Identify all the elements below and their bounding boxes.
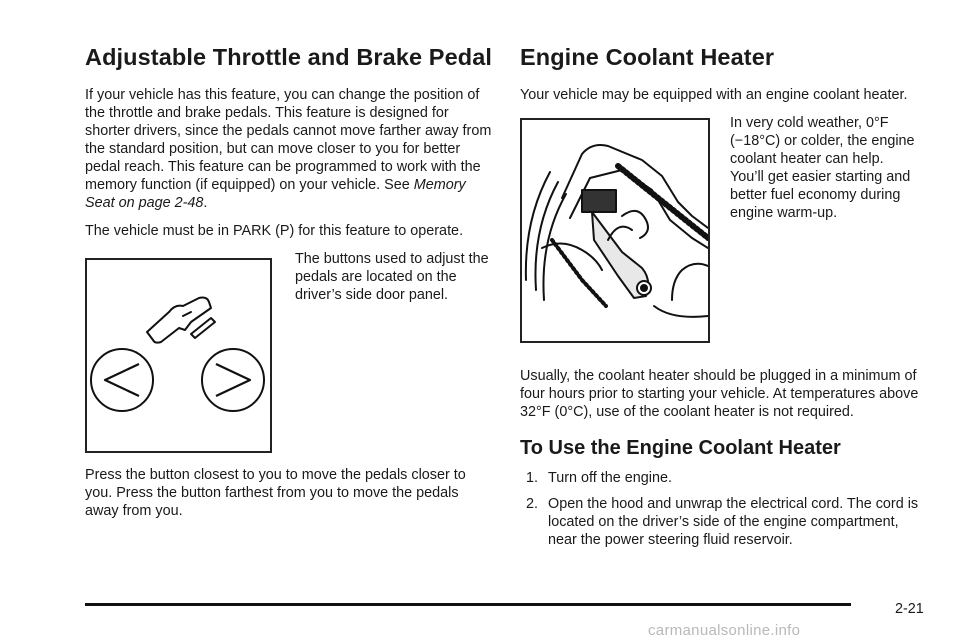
coolant-heater-illustration: [522, 120, 708, 341]
paragraph-coolant-intro: Your vehicle may be equipped with an engine coolant heater.: [520, 87, 908, 103]
pedal-figure-row: [85, 251, 495, 453]
pedal-icon: [147, 298, 215, 343]
coolant-heater-steps: [520, 469, 930, 549]
left-arrow-icon: [105, 364, 139, 396]
right-column: [520, 42, 930, 557]
watermark: carmanualsonline.info: [648, 622, 801, 639]
step-number: 2.: [526, 496, 539, 512]
pedal-buttons-figure: [85, 258, 272, 453]
step-number: 1.: [526, 470, 539, 486]
step-text: Turn off the engine.: [548, 470, 673, 486]
right-arrow-icon: [216, 364, 250, 396]
coolant-figure-caption: In very cold weather, 0°F (−18°C) or colder, the engine coolant heater can help. You’ll get easier starting and better fuel economy during engine warm-up.: [730, 115, 915, 221]
step-item: [520, 469, 930, 487]
step-text: Open the hood and unwrap the electrical cord. The cord is located on the driver’s side of the engine compartment, near the power steering fluid reservoir.: [548, 496, 919, 548]
move-pedals-closer-button[interactable]: [91, 349, 153, 411]
memory-seat-reference: Memory Seat on page 2-48: [85, 177, 466, 211]
paragraph-plug-in-duration: Usually, the coolant heater should be plugged in a minimum of four hours prior to starting your vehicle. At temperatures above 32°F (0°C), use of the coolant heater is not required.: [520, 368, 919, 420]
page-number: 2-21: [895, 601, 924, 617]
coolant-heater-figure: [520, 118, 710, 343]
subheading-use-coolant-heater: To Use the Engine Coolant Heater: [520, 437, 841, 459]
footer-divider: [85, 603, 851, 606]
step-item: [520, 495, 930, 549]
paragraph-park-requirement: The vehicle must be in PARK (P) for this feature to operate.: [85, 223, 464, 239]
pedal-intro-text: If your vehicle has this feature, you can change the position of the throttle and brake pedals. This feature is designed for shorter drivers, since the pedals cannot move farther away from the standard position, but can move closer to you for better pedal reach. This feature can be programmed to work with the memory function (if equipped) on your vehicle. See: [85, 87, 492, 193]
paragraph-pedal-intro: [85, 86, 495, 212]
heading-engine-coolant-heater: Engine Coolant Heater: [520, 44, 775, 70]
paragraph-press-button: Press the button closest to you to move the pedals closer to you. Press the button farthest from you to move the pedals away from you.: [85, 467, 466, 519]
pedal-buttons-illustration: [87, 260, 270, 451]
heading-adjustable-pedal: Adjustable Throttle and Brake Pedal: [85, 44, 493, 70]
left-column: [85, 42, 495, 530]
move-pedals-away-button[interactable]: [202, 349, 264, 411]
coolant-figure-row: [520, 115, 930, 343]
pedal-figure-caption: The buttons used to adjust the pedals are located on the driver’s side door panel.: [295, 251, 489, 303]
pedal-intro-end: .: [203, 195, 208, 211]
